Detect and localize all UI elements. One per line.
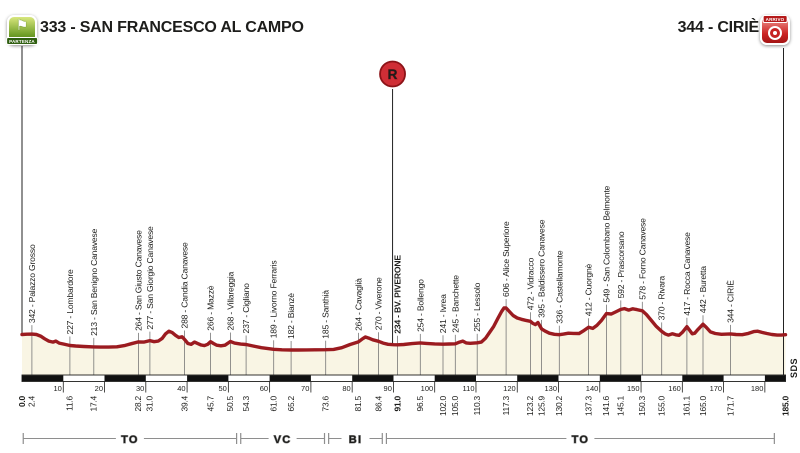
km-value-label: 165.0 bbox=[697, 396, 708, 416]
province-label: BI bbox=[348, 434, 363, 446]
km-value-label: 28.2 bbox=[133, 396, 144, 412]
km-scale-segment bbox=[765, 376, 786, 382]
waypoint-label: 237 - Cigliano bbox=[241, 283, 252, 334]
km-value-label: 31.0 bbox=[144, 396, 155, 412]
km-value-label: 45.7 bbox=[205, 396, 216, 412]
km-tick-label: 70 bbox=[301, 384, 310, 393]
waypoint-label: 277 - San Giorgio Canavese bbox=[144, 226, 155, 330]
km-value-label: 141.6 bbox=[601, 396, 612, 416]
waypoint-label: 592 - Prascorsano bbox=[615, 231, 626, 299]
km-tick-label: 140 bbox=[585, 384, 599, 393]
km-value-label: 65.2 bbox=[285, 396, 296, 412]
km-value-label: 185.0 bbox=[780, 396, 791, 416]
waypoint-label: 288 - Candia Canavese bbox=[179, 242, 190, 329]
km-value-label: 145.1 bbox=[615, 396, 626, 416]
waypoint-label: 227 - Lombardore bbox=[64, 269, 75, 335]
waypoint-label: 255 - Lessolo bbox=[472, 282, 483, 332]
km-value-label: 39.4 bbox=[179, 396, 190, 412]
km-scale-segment bbox=[105, 376, 146, 382]
waypoint-label: 342 - Palazzo Grosso bbox=[26, 244, 37, 324]
waypoint-label: 264 - Cavaglià bbox=[353, 278, 364, 331]
feed-zone-marker bbox=[380, 62, 405, 87]
km-value-label: 123.2 bbox=[525, 396, 536, 416]
waypoint-label: 264 - San Giusto Canavese bbox=[133, 230, 144, 331]
start-flag-icon: ⚑ bbox=[15, 18, 29, 34]
waypoint-label: 606 - Alice Superiore bbox=[501, 221, 512, 297]
km-value-label: 150.3 bbox=[637, 396, 648, 416]
waypoint-label: 472 - Vidracco bbox=[525, 257, 536, 311]
km-value-label: 91.0 bbox=[392, 396, 403, 412]
km-scale-segment bbox=[22, 376, 63, 382]
waypoint-label: 336 - Castellamonte bbox=[554, 250, 565, 324]
sds-mark: SDS bbox=[789, 357, 799, 378]
km-value-label: 11.6 bbox=[64, 396, 75, 411]
km-scale-segment bbox=[682, 376, 723, 382]
km-value-label: 73.6 bbox=[320, 396, 331, 412]
km-scale-segment bbox=[600, 376, 641, 382]
waypoint-label: 549 - San Colombano Belmonte bbox=[601, 185, 612, 303]
finish-icon bbox=[760, 15, 790, 45]
start-icon bbox=[7, 15, 37, 45]
km-value-label: 96.5 bbox=[415, 396, 426, 412]
waypoint-label: 234 - BV. PIVERONE bbox=[392, 255, 403, 334]
km-tick-label: 90 bbox=[383, 384, 392, 393]
km-value-label: 61.0 bbox=[268, 396, 279, 412]
waypoint-label: 189 - Livorno Ferraris bbox=[268, 260, 279, 339]
km-tick-label: 170 bbox=[709, 384, 723, 393]
km-tick-label: 110 bbox=[462, 384, 475, 393]
km-tick-label: 60 bbox=[259, 384, 269, 393]
waypoint-label: 241 - Ivrea bbox=[438, 294, 448, 334]
province-label: VC bbox=[273, 434, 292, 446]
finish-badge-label: ARRIVO bbox=[763, 15, 788, 23]
km-value-label: 105.0 bbox=[450, 396, 461, 416]
feed-zone-symbol: R bbox=[387, 67, 398, 82]
km-tick-label: 80 bbox=[342, 384, 351, 393]
start-badge-label: PARTENZA bbox=[6, 37, 38, 45]
km-value-label: 117.3 bbox=[500, 396, 511, 416]
waypoint-label: 344 - CIRIÈ bbox=[725, 280, 736, 323]
waypoint-label: 442 - Buretta bbox=[698, 266, 708, 314]
km-scale-segment bbox=[352, 376, 393, 382]
km-value-label: 86.4 bbox=[373, 396, 384, 412]
km-tick-label: 50 bbox=[218, 384, 227, 393]
finish-title: 344 - CIRIÈ bbox=[677, 19, 759, 36]
km-scale-segment bbox=[270, 376, 311, 382]
km-value-label: 171.7 bbox=[725, 396, 736, 416]
km-value-label: 110.3 bbox=[472, 396, 482, 416]
waypoint-label: 270 - Viverone bbox=[373, 277, 384, 331]
km-scale-segment bbox=[187, 376, 228, 382]
province-label: TO bbox=[121, 434, 139, 446]
km-value-label: 50.5 bbox=[225, 396, 236, 412]
km-value-label: 125.9 bbox=[536, 396, 547, 416]
km-tick-label: 150 bbox=[626, 384, 640, 393]
waypoint-label: 370 - Rivara bbox=[656, 275, 667, 321]
waypoint-label: 266 - Mazzè bbox=[205, 285, 216, 331]
finish-target-icon bbox=[768, 26, 782, 40]
waypoint-label: 395 - Baldissero Canavese bbox=[536, 219, 547, 318]
km-value-label: 54.3 bbox=[240, 396, 251, 412]
km-value-label: 17.4 bbox=[88, 396, 99, 412]
km-value-label: 130.2 bbox=[554, 396, 565, 416]
km-value-label: 161.1 bbox=[681, 396, 692, 416]
waypoint-label: 182 - Bianzè bbox=[286, 293, 297, 339]
province-label: TO bbox=[571, 434, 590, 446]
waypoint-label: 254 - Bollengo bbox=[415, 279, 426, 332]
km-tick-label: 160 bbox=[668, 384, 681, 393]
km-tick-label: 180 bbox=[750, 384, 764, 393]
km-tick-label: 10 bbox=[53, 384, 62, 393]
km-tick-label: 120 bbox=[503, 384, 516, 393]
waypoint-label: 245 - Banchette bbox=[450, 275, 461, 333]
waypoint-label: 417 - Rocca Canavese bbox=[681, 232, 692, 316]
waypoint-label: 578 - Forno Canavese bbox=[637, 218, 648, 300]
km-tick-label: 40 bbox=[177, 384, 186, 393]
km-scale-segment bbox=[435, 376, 476, 382]
km-tick-label: 20 bbox=[94, 384, 103, 393]
waypoint-label: 213 - San Benigno Canavese bbox=[88, 228, 99, 336]
km-scale-segment bbox=[517, 376, 558, 382]
waypoint-label: 185 - Santhià bbox=[320, 290, 331, 339]
km-tick-label: 130 bbox=[544, 384, 557, 393]
km-value-label: 0.0 bbox=[16, 396, 27, 408]
km-value-label: 102.0 bbox=[437, 396, 448, 416]
km-value-label: 2.4 bbox=[26, 396, 37, 408]
waypoint-label: 412 - Cuorgnè bbox=[583, 263, 594, 317]
km-value-label: 137.3 bbox=[583, 396, 594, 416]
km-tick-label: 100 bbox=[420, 384, 434, 393]
waypoint-label: 268 - Villareggia bbox=[225, 271, 236, 331]
start-title: 333 - SAN FRANCESCO AL CAMPO bbox=[40, 19, 304, 36]
km-value-label: 155.0 bbox=[656, 396, 667, 416]
km-value-label: 81.5 bbox=[353, 396, 364, 412]
km-tick-label: 30 bbox=[135, 384, 145, 393]
